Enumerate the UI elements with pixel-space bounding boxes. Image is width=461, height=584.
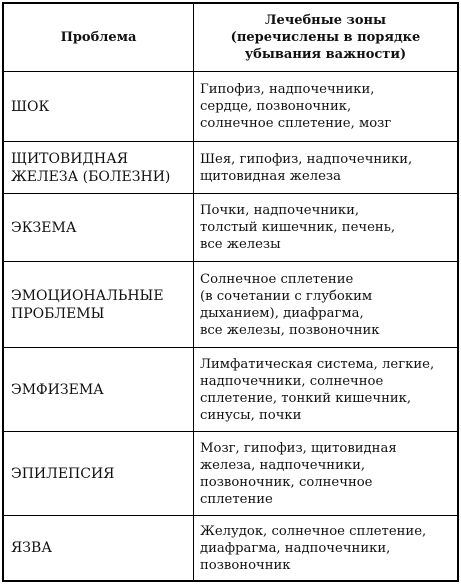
header-problem-label: Проблема (60, 29, 137, 45)
problem-cell (4, 72, 194, 141)
problem-line: ПРОБЛЕМЫ (11, 305, 105, 322)
table-row (4, 348, 457, 432)
zones-line: все железы, позвоночник (200, 322, 380, 338)
zones-line: щитовидная железа (200, 168, 341, 184)
remedy-table (2, 2, 459, 582)
problem-line: ЭКЗЕМА (11, 219, 77, 236)
zones-cell (194, 194, 457, 261)
problem-line: ЭПИЛЕПСИЯ (11, 465, 115, 482)
table-row (4, 72, 457, 142)
zones-line: сплетение, тонкий кишечник, (200, 390, 412, 406)
zones-line: сплетение (200, 491, 273, 507)
zones-line: диафрагма, надпочечники, (200, 540, 391, 556)
table-row (4, 516, 457, 580)
zones-line: Лимфатическая система, легкие, (200, 356, 435, 372)
zones-line: Почки, надпочечники, (200, 203, 360, 218)
header-zones (194, 4, 457, 71)
problem-cell (4, 432, 194, 515)
problem-line: ЖЕЛЕЗА (БОЛЕЗНИ) (11, 168, 171, 185)
zones-line: (в сочетании с глубоким (200, 288, 373, 304)
zones-line: Солнечное сплетение (200, 271, 354, 287)
zones-line: солнечное сплетение, мозг (200, 116, 392, 131)
problem-line: ЯЗВА (11, 540, 52, 556)
problem-line: ЭМФИЗЕМА (11, 381, 104, 398)
problem-cell (4, 194, 194, 261)
zones-line: дыханием), диафрагма, (200, 305, 364, 321)
problem-cell (4, 348, 194, 431)
zones-line: позвоночник, солнечное (200, 474, 373, 490)
zones-cell (194, 348, 457, 431)
table-header (4, 4, 457, 72)
zones-line: Шея, гипофиз, надпочечники, (200, 151, 413, 167)
zones-cell (194, 142, 457, 193)
header-zones-line: (перечислены в порядке (230, 30, 421, 45)
zones-cell (194, 432, 457, 515)
table-row (4, 432, 457, 516)
zones-line: толстый кишечник, печень, (200, 220, 396, 235)
table-row (4, 194, 457, 262)
zones-line: позвоночник (200, 557, 291, 573)
header-problem (4, 4, 194, 71)
zones-line: надпочечники, солнечное (200, 373, 384, 389)
zones-line: сердце, позвоночник, (200, 99, 352, 114)
zones-line: Мозг, гипофиз, щитовидная (200, 440, 397, 456)
problem-cell (4, 262, 194, 347)
zones-line: Желудок, солнечное сплетение, (200, 523, 427, 539)
problem-line: ЭМОЦИОНАЛЬНЫЕ (11, 287, 164, 304)
problem-cell (4, 516, 194, 580)
zones-cell (194, 516, 457, 580)
zones-line: железа, надпочечники, (200, 457, 366, 473)
zones-line: Гипофиз, надпочечники, (200, 82, 375, 97)
zones-line: все железы (200, 237, 281, 252)
problem-line: ШОК (11, 98, 50, 115)
table-row (4, 262, 457, 348)
problem-line: ЩИТОВИДНАЯ (11, 150, 128, 167)
zones-cell (194, 72, 457, 141)
header-zones-line: убывания важности) (244, 47, 407, 62)
table-row (4, 142, 457, 194)
header-zones-line: Лечебные зоны (264, 13, 387, 28)
zones-cell (194, 262, 457, 347)
zones-line: синусы, почки (200, 407, 302, 423)
problem-cell (4, 142, 194, 193)
